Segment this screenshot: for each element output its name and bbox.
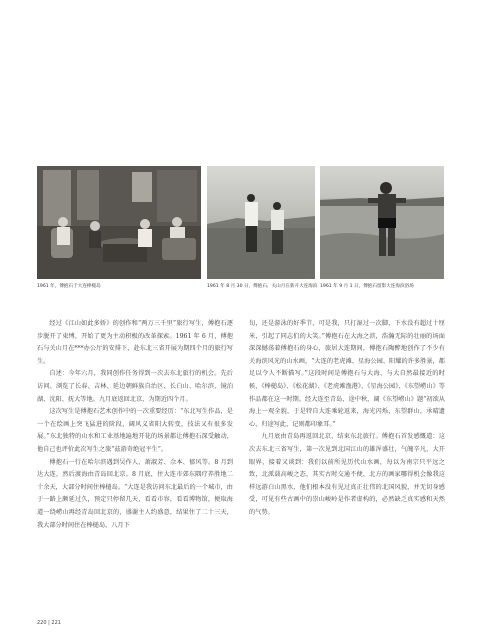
photo-1-illustration: [37, 166, 201, 279]
photo-3-illustration: [320, 166, 444, 279]
photo-1-caption: 1961 年，傅抱石于大连棒槌岛: [37, 284, 101, 289]
paragraph: 这次写生是傅抱石艺术创作中的一次重要经历：“东北写生作品，是一个在绘画上突飞猛进的阶段，阔风义省阳大转变，技法又有很多发展。”东北独特的山水和工业基地遍地开花的场景都让傅抱石深受触动，他自己也评价此次写生之旅“兹游奇绝冠平生”。: [37, 408, 233, 453]
photo-fu-at-beach: [320, 166, 444, 279]
photo-bangchui-island-group: [37, 166, 201, 279]
body-left-column: [37, 318, 233, 532]
paragraph-continued: 旬，还是游泳的好季节，可是我，只打湿过一次脚，下水没有超过十厘米，引起了同志们的大笑。”傅抱石在大海之滨，浩瀚无际的壮丽的场面深深撼荡着傅抱石的身心，旅居大连期间，傅抱石陶醉地创作了不少有关海滨风光的山水画，“大连的老虎滩、星海公园、阳耀的许多胜景，都足以令人不断描写。”这段时间是傅抱石与大海、与大自然最接近的时候，《棒槌岛》、《松花湖》、《老虎滩渔港》、《星海公园》、《东望崂山》等作品都在这一时期。经大连至青岛，途中秋，阔《东望崂山》题“初欲从海上一观全貌，于是特自大连乘轮返来，海光闪烁，东望群山，承晴遗心，归途写此，记则都印象耳。”: [249, 320, 445, 428]
body-right-column: [249, 318, 445, 520]
photo-2-caption: 1961 年 8 月 30 日，傅抱石、关山月在新开大连海滨: [207, 284, 318, 289]
paragraph: 傅抱石一行在哈尔滨遇到吴作人、萧淑芳、佘本、郁风等。8 月到达大连，然后渡海由青岛回北京。8 月底，住大连市郊东隅疗养胜地二十余天，大部分时间住棒槌岛。“大连是我访问东北最后的一个城市，由于一路上颇延过久，预定只停留几天，看看市容，看看博物馆，便取海道一绕崂山再经青岛回北京的，盛谢主人约盛意，结果住了二十三天，我大部分时间住在棒槌岛，八月下: [37, 458, 233, 529]
paragraph: 经过《江山如此多娇》的创作和“两万三千里”旅行写生，傅抱石逐步脱开了束缚，开始了更为主动积极的改革探索。1961 年 6 月，傅抱石与关山月在***办公厅的安排下，赴东北三省开展为期四个月的旅行写生。: [37, 320, 233, 365]
photo-fu-and-guan-seaside: [207, 166, 315, 279]
photo-3-caption: 1961 年 9 月 1 日，傅抱石留影大连海滨浴场: [320, 284, 414, 289]
photo-2-illustration: [207, 166, 315, 279]
paragraph: 自述：今年六月，我同创作任务得到一次去东北旅行的机会。先后访问、浏览了长春、吉林、延边朝鲜族自治区、长白山、哈尔滨、镜泊湖、沈阳、抚大等地。九月底返回北京，为期近四个月。: [37, 370, 233, 403]
paragraph: 九月底由青岛再返回北京，结束东北旅行。傅抱石首发感慨道：这次去东北三省写生，第一次见到北国江山的雄浑盛壮，气魄辛凡，大开眼界，接着又谈到：我们以前所见历代山水画，每以为南宗只平远之致，北派载高峻之态，其实古时交通不便，北方的画家哪得机会像我这样远游白山黑水，他们根本没有见过真正壮伟的北国风貌，并无切身感受，可见有些古画中的崇山峻岭是作者虚构的，必然缺乏真实感和天然的气势。: [249, 433, 445, 516]
page-number: 220 | 221: [37, 620, 61, 626]
